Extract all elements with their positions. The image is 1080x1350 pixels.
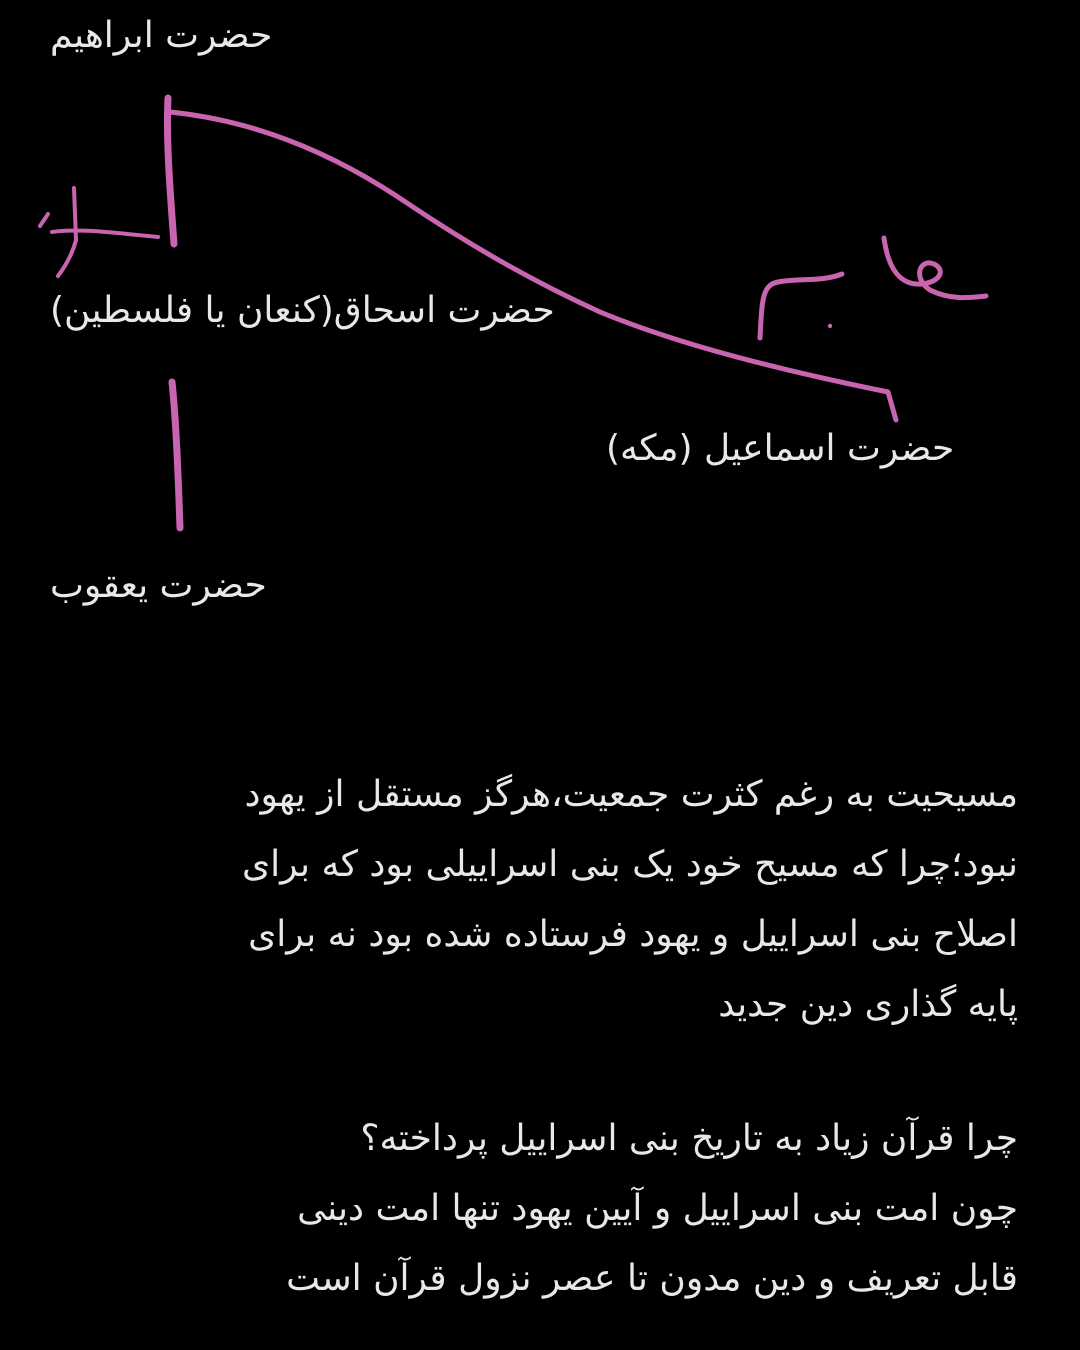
question-line: چرا قرآن زیاد به تاریخ بنی اسراییل پرداخته؟ — [360, 1118, 1018, 1159]
hajar-handwriting — [760, 238, 986, 338]
ishaq-yaqub-connector — [172, 382, 180, 528]
node-yaqub: حضرت یعقوب — [50, 565, 267, 606]
ibrahim-ismail-connector — [170, 112, 896, 420]
hajar-dot — [828, 324, 832, 328]
paragraph-line: مسیحیت به رغم کثرت جمعیت،هرگز مستقل از یهود — [244, 774, 1018, 815]
ibrahim-ishaq-connector — [167, 98, 174, 244]
node-ishaq: حضرت اسحاق(کنعان یا فلسطین) — [50, 290, 555, 331]
paragraph-line: پایه گذاری دین جدید — [718, 984, 1018, 1025]
node-ibrahim: حضرت ابراهیم — [50, 15, 273, 56]
node-ismail: حضرت اسماعیل (مکه) — [606, 428, 955, 469]
answer-line: چون امت بنی اسراییل و آیین یهود تنها امت دینی — [297, 1188, 1018, 1229]
sara-handwriting — [40, 188, 158, 276]
paragraph-quran-question — [286, 1104, 1018, 1314]
paragraph-line: اصلاح بنی اسراییل و یهود فرستاده شده بود نه برای — [248, 914, 1018, 955]
paragraph-christianity — [242, 760, 1018, 1040]
paragraph-line: نبود؛چرا که مسیح خود یک بنی اسراییلی بود که برای — [241, 844, 1018, 885]
answer-line: قابل تعریف و دین مدون تا عصر نزول قرآن است — [286, 1258, 1018, 1299]
